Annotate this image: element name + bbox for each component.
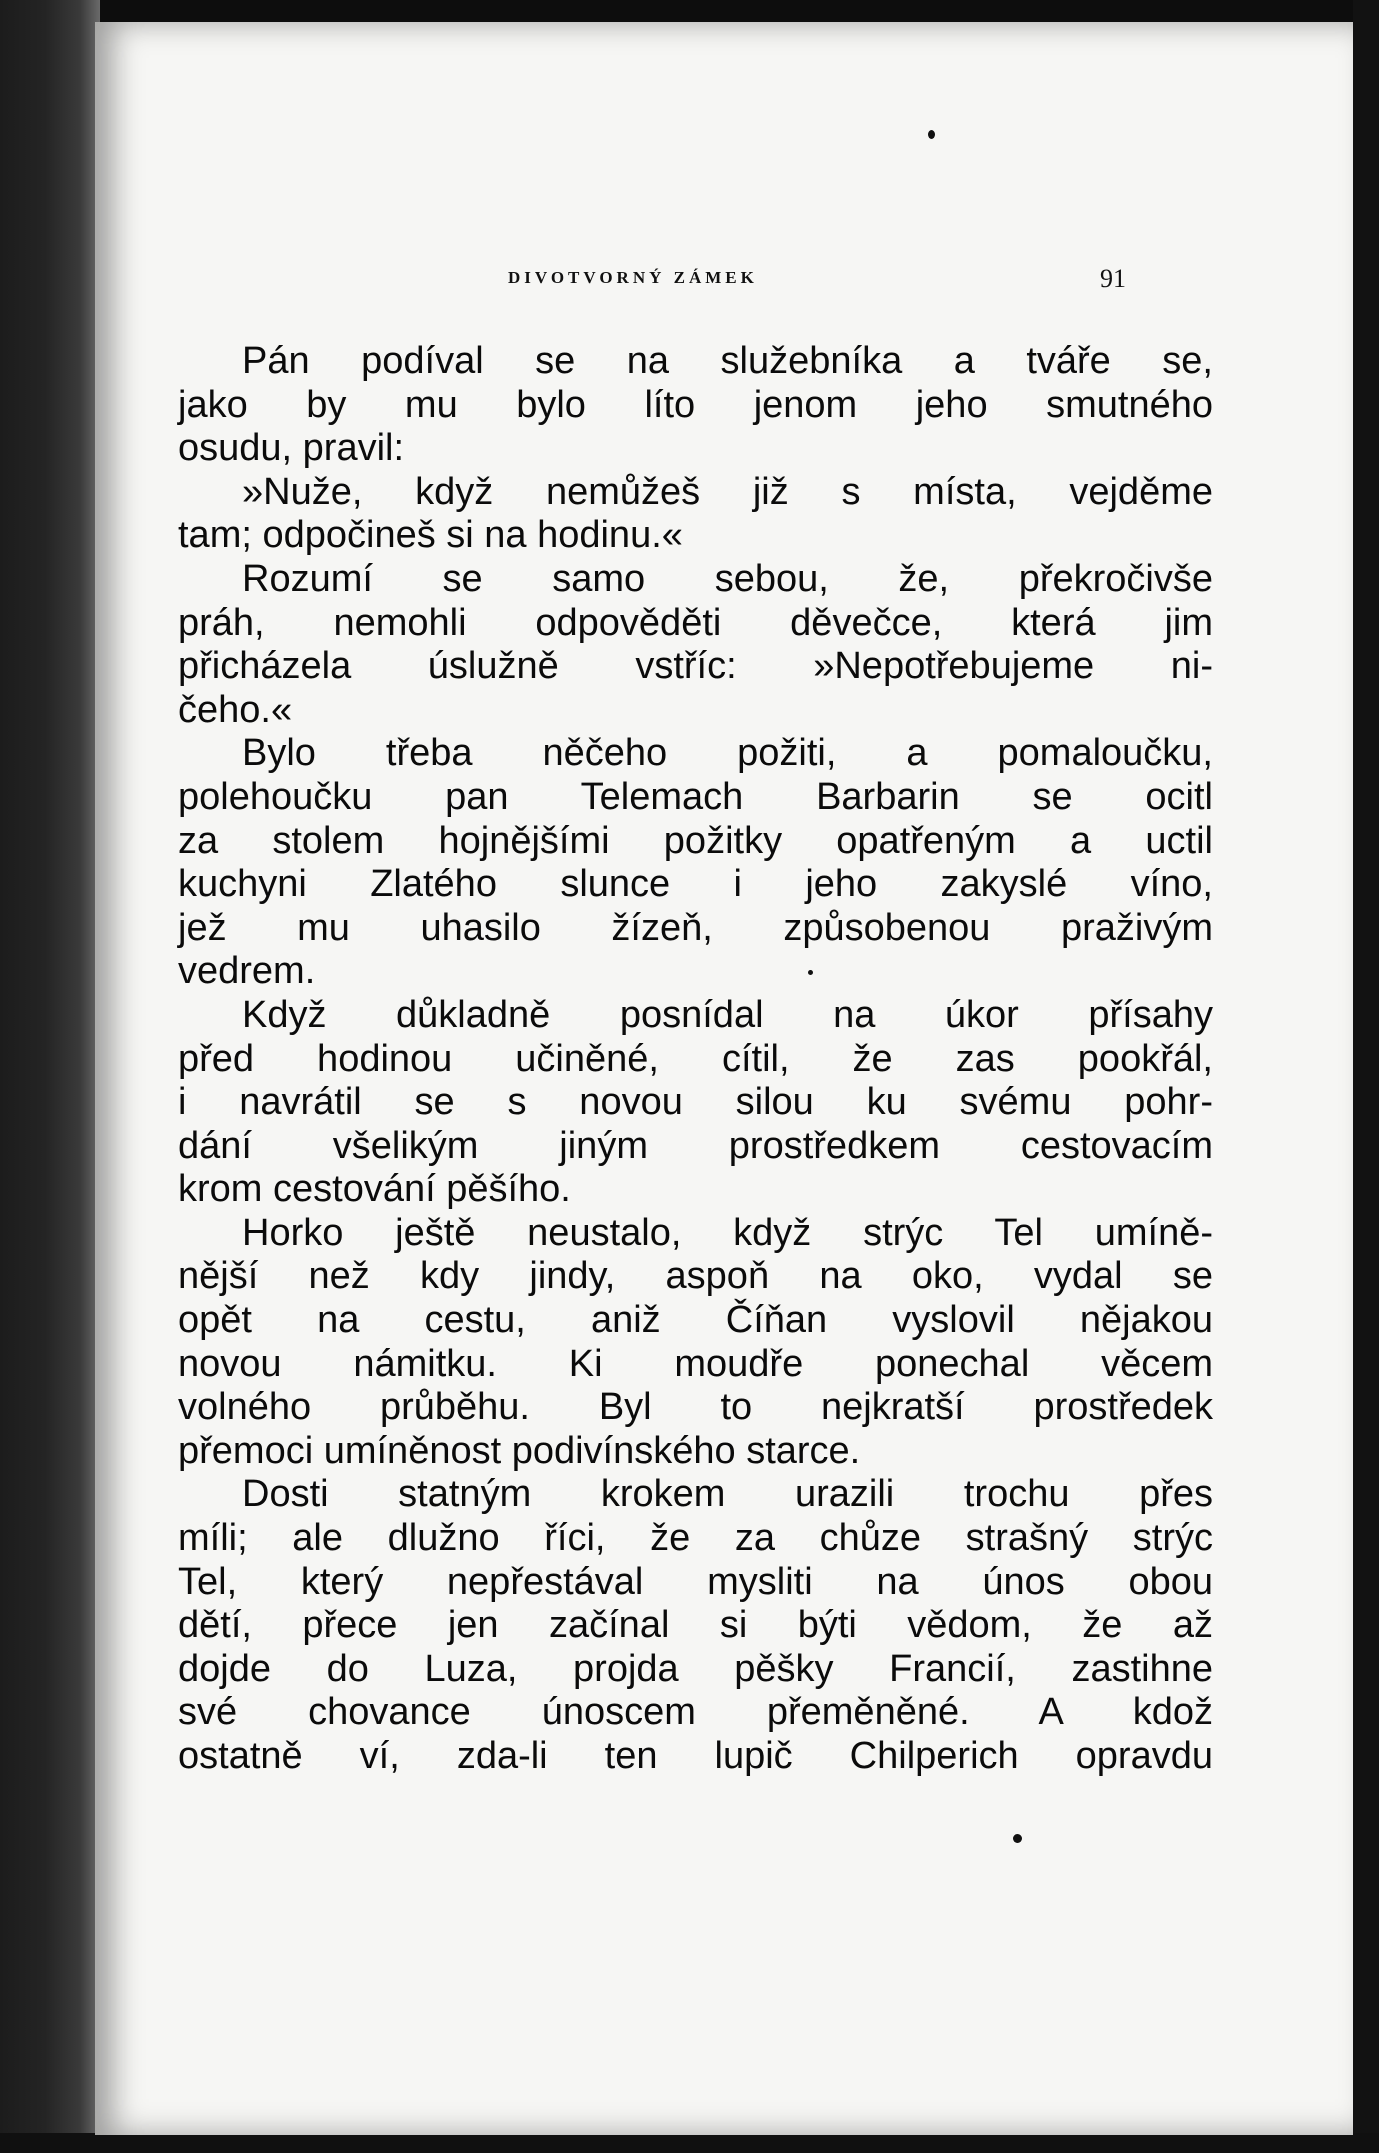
body-text <box>178 340 1213 1779</box>
text-line: vedrem. <box>178 950 316 993</box>
running-head <box>95 264 1353 298</box>
text-line: novou námitku. Ki moudře ponechal věcem <box>178 1342 1213 1385</box>
text-line: nější než kdy jindy, aspoň na oko, vydal se <box>178 1255 1213 1298</box>
text-line: jež mu uhasilo žízeň, způsobenou praživým <box>178 906 1213 949</box>
scan-border-bottom <box>0 2133 1379 2153</box>
text-line: za stolem hojnějšími požitky opatřeným a uctil <box>178 819 1213 862</box>
dust-speck <box>928 130 935 139</box>
text-line: polehoučku pan Telemach Barbarin se ocitl <box>178 775 1213 818</box>
text-line: ostatně ví, zda-li ten lupič Chilperich opravdu <box>178 1735 1213 1777</box>
text-line: kuchyni Zlatého slunce i jeho zakyslé víno, <box>178 863 1213 906</box>
text-line: osudu, pravil: <box>178 427 405 470</box>
dust-speck <box>1013 1834 1022 1843</box>
text-line: dojde do Luza, projda pěšky Francií, zastihne <box>178 1647 1213 1690</box>
text-line: dětí, přece jen začínal si býti vědom, že až <box>178 1604 1213 1647</box>
scan-border-right <box>1353 0 1379 2153</box>
text-line: tam; odpočineš si na hodinu.« <box>178 514 683 557</box>
text-line: Horko ještě neustalo, když strýc Tel umíně- <box>242 1211 1213 1254</box>
text-line: Rozumí se samo sebou, že, překročivše <box>242 557 1213 600</box>
text-line: před hodinou učiněné, cítil, že zas pookřál, <box>178 1037 1213 1080</box>
text-line: Pán podíval se na služebníka a tváře se, <box>242 340 1213 382</box>
text-line: Když důkladně posnídal na úkor přísahy <box>242 993 1213 1036</box>
scan-border-top <box>0 0 1379 22</box>
text-line: jako by mu bylo líto jenom jeho smutného <box>178 383 1213 426</box>
text-line: Bylo třeba něčeho požiti, a pomaloučku, <box>242 732 1213 775</box>
text-line: čeho.« <box>178 688 293 731</box>
text-line: Dosti statným krokem urazili trochu přes <box>242 1473 1213 1516</box>
text-line: krom cestování pěšího. <box>178 1168 571 1211</box>
text-line: opět na cestu, aniž Číňan vyslovil nějakou <box>178 1299 1213 1342</box>
book-gutter-shadow <box>0 0 100 2153</box>
text-line: své chovance únoscem přeměněné. A kdož <box>178 1691 1213 1734</box>
text-line: »Nuže, když nemůžeš již s místa, vejděme <box>242 470 1213 513</box>
page-number: 91 <box>1100 264 1126 293</box>
text-line: přicházela úslužně vstříc: »Nepotřebujeme ni- <box>178 645 1213 688</box>
dust-speck <box>808 970 813 975</box>
text-line: míli; ale dlužno říci, že za chůze strašný strýc <box>178 1517 1213 1560</box>
book-page <box>95 22 1353 2135</box>
text-line: i navrátil se s novou silou ku svému pohr- <box>178 1081 1213 1124</box>
text-line: přemoci umíněnost podivínského starce. <box>178 1429 861 1472</box>
text-line: Tel, který nepřestával mysliti na únos obou <box>178 1560 1213 1603</box>
text-line: volného průběhu. Byl to nejkratší prostředek <box>178 1386 1213 1429</box>
running-title: DIVOTVORNÝ ZÁMEK <box>508 268 758 287</box>
text-line: práh, nemohli odpověděti děvečce, která jim <box>178 601 1213 644</box>
text-line: dání všelikým jiným prostředkem cestovacím <box>178 1124 1213 1167</box>
